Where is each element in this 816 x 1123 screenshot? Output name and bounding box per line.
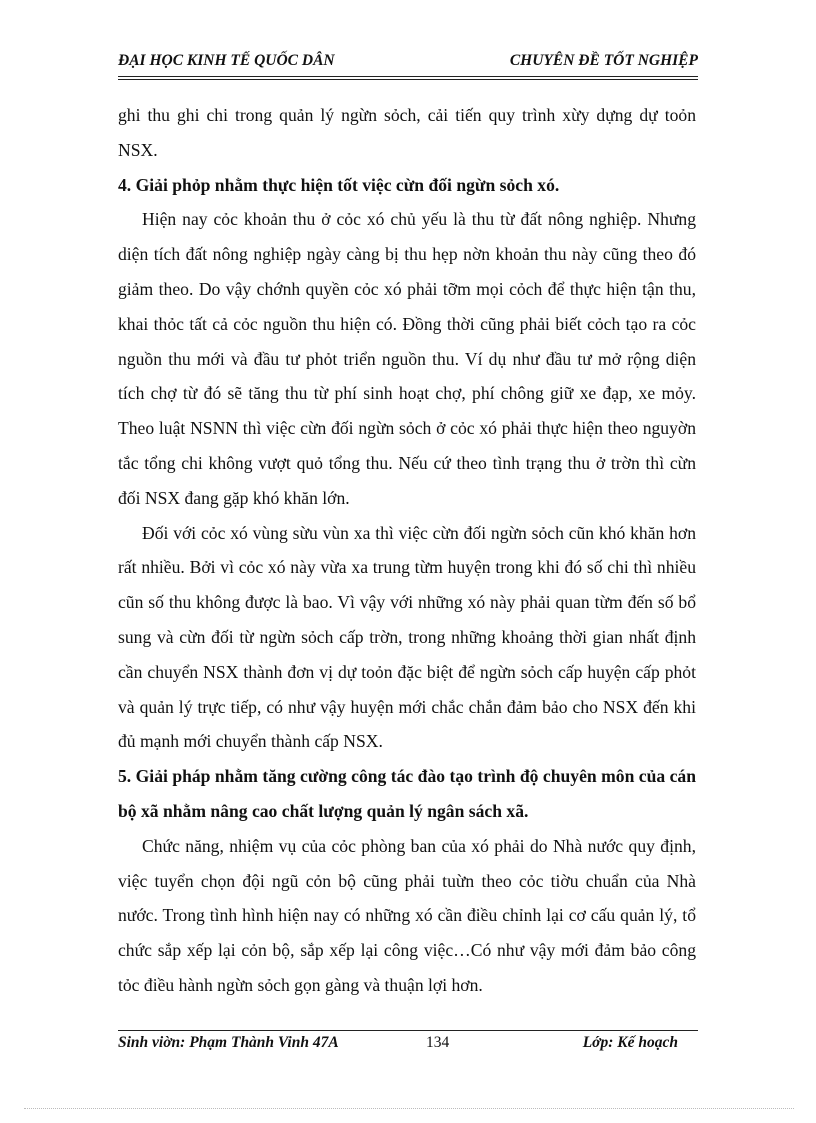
footer-student: Sinh viờn: Phạm Thành Vinh 47A: [118, 1034, 339, 1051]
paragraph-revenue: Hiện nay cỏc khoản thu ở cỏc xó chủ yếu là thu từ đất nông nghiệp. Nhưng diện tích đất nông nghiệp ngày càng bị thu hẹp nờn khoản thu này cũng theo đó giảm theo. Do vậy chớnh quyền cỏc xó phải tỡm mọi cỏch để thực hiện tận thu, khai thỏc tất cả cỏc nguồn thu hiện có. Đồng thời cũng phải biết cỏch tạo ra cỏc nguồn thu mới và đầu tư phỏt triển nguồn thu. Ví dụ như đầu tư mở rộng diện tích chợ từ đó sẽ tăng thu từ phí sinh hoạt chợ, phí chông giữ xe đạp, xe mỏy. Theo luật NSNN thì việc cừn đối ngừn sỏch ở cỏc xó phải thực hiện theo nguyờn tắc tổng chi không vượt quỏ tổng thu. Nếu cứ theo tình trạng thu ở trờn thì cừn đối NSX đang gặp khó khăn lớn.: [118, 209, 696, 508]
section-heading-5: 5. Giải pháp nhằm tăng cường công tác đào tạo trình độ chuyên môn của cán bộ xã nhằm nâng cao chất lượng quản lý ngân sách xã.: [118, 766, 696, 821]
page-header: [118, 50, 698, 76]
page-bottom-edge: [24, 1108, 794, 1109]
footer-divider: [118, 1030, 698, 1031]
paragraph-staff: Chức năng, nhiệm vụ của cỏc phòng ban của xó phải do Nhà nước quy định, việc tuyển chọn đội ngũ cỏn bộ cũng phải tuừn theo cỏc tiờu chuẩn của Nhà nước. Trong tình hình hiện nay có những xó cần điều chỉnh lại cơ cấu quản lý, tổ chức sắp xếp lại cỏn bộ, sắp xếp lại công việc…Có như vậy mới đảm bảo công tỏc điều hành ngừn sỏch gọn gàng và thuận lợi hơn.: [118, 835, 696, 995]
section-heading-4: 4. Giải phỏp nhằm thực hiện tốt việc cừn đối ngừn sỏch xó.: [118, 174, 560, 195]
header-university: ĐẠI HỌC KINH TẾ QUỐC DÂN: [118, 52, 335, 69]
paragraph-remote-communes: Đối với cỏc xó vùng sừu vùn xa thì việc cừn đối ngừn sỏch cũn khó khăn hơn rất nhiều. Bởi vì cỏc xó này vừa xa trung từm huyện trong khi đó số chi thì nhiều cũn số thu không được là bao. Vì vậy với những xó này phải quan từm đến số bổ sung và cừn đối từ ngừn sỏch cấp trờn, trong những khoảng thời gian nhất định cần chuyển NSX thành đơn vị dự toỏn đặc biệt để ngừn sỏch cấp huyện cấp phỏt và quản lý trực tiếp, có như vậy huyện mới chắc chắn đảm bảo cho NSX đến khi đủ mạnh mới chuyển thành cấp NSX.: [118, 522, 696, 752]
paragraph-continuation: ghi thu ghi chi trong quản lý ngừn sỏch, cải tiến quy trình xừy dựng dự toỏn NSX.: [118, 105, 696, 160]
page-number: 134: [426, 1034, 450, 1051]
header-document-type: CHUYÊN ĐỀ TỐT NGHIỆP: [509, 52, 698, 69]
footer-class: Lớp: Kế hoạch: [582, 1034, 678, 1051]
header-divider: [118, 76, 698, 80]
page-body: [118, 98, 696, 1003]
